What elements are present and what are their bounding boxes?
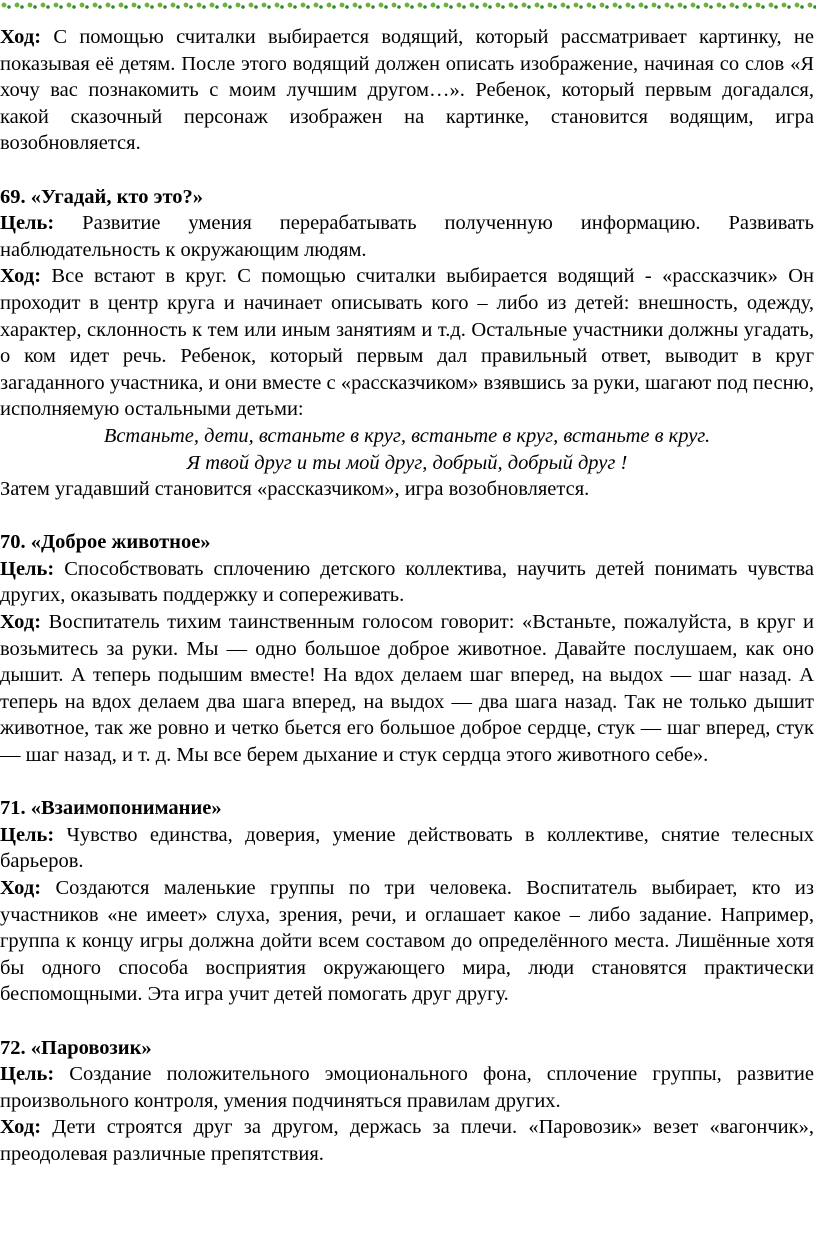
game-70-title: 70. «Доброе животное»: [0, 531, 211, 554]
game-69-goal: Цель: Развитие умения перерабатывать полученную информацию. Развивать наблюдательность к окружающим людям.: [0, 212, 814, 261]
game-72-goal: Цель: Создание положительного эмоционального фона, сплочение группы, развитие произвольного контроля, умения подчиняться правилам других.: [0, 1063, 814, 1112]
game-70-hod: Ход: Воспитатель тихим таинственным голосом говорит: «Встаньте, пожалуйста, в круг и возьмитесь за руки. Мы — одно большое доброе животное. Давайте послушаем, как оно дышит. А теперь подышим вместе! На вдох делаем шаг вперед, на выдох — шаг назад. А теперь на вдох делаем два шага вперед, на выдох — два шага назад. Так не только дышит животное, так же ровно и четко бьется его большое доброе сердце, стук — шаг вперед, стук — шаг назад, и т. д. Мы все берем дыхание и стук сердца этого животного себе».: [0, 611, 814, 767]
hod-text: С помощью считалки выбирается водящий, который рассматривает картинку, не показывая её детям. После этого водящий должен описать изображение, начиная со слов «Я хочу вас познакомить с моим лучшим другом…». Ребенок, который первым догадался, какой сказочный персонаж изображен на картинке, становится водящим, игра возобновляется.: [0, 26, 814, 155]
game-69-title: 69. «Угадай, кто это?»: [0, 185, 203, 208]
decorative-border: [0, 0, 816, 12]
game-69-verse-1: Встаньте, дети, встаньте в круг, встаньте в круг, встаньте в круг.: [103, 424, 711, 447]
game-69-hod: Ход: Все встают в круг. С помощью считалки выбирается водящий - «рассказчик» Он проходит в центр круга и начинает описывать кого – либо из детей: внешность, одежду, характер, склонность к тем или иным занятиям и т.д. Остальные участники должны угадать, о ком идет речь. Ребенок, который первым дал правильный ответ, выводит в круг загаданного участника, и они вместе с «рассказчиком» взявшись за руки, шагают под песню, исполняемую остальными детьми:: [0, 265, 814, 421]
game-71-goal: Цель: Чувство единства, доверия, умение действовать в коллективе, снятие телесных барьеров.: [0, 823, 814, 873]
game-70-goal: Цель: Способствовать сплочению детского коллектива, научить детей понимать чувства других, оказывать поддержку и сопереживать.: [0, 557, 814, 607]
document-page: [0, 24, 814, 1168]
game-72-hod: Ход: Дети строятся друг за другом, держась за плечи. «Паровозик» везет «вагончик», преодолевая различные препятствия.: [0, 1116, 814, 1165]
game-71-title: 71. «Взаимопонимание»: [0, 797, 222, 820]
hod-label: Ход:: [0, 26, 42, 48]
intro-paragraph: [0, 24, 814, 157]
game-71-hod: Ход: Создаются маленькие группы по три человека. Воспитатель выбирает, кто из участников «не имеет» слуха, зрения, речи, и оглашает какое – либо задание. Например, группа к концу игры должна дойти всем составом до определённого места. Лишённые хотя бы одного способа восприятия окружающего мира, люди становятся практически беспомощными. Эта игра учит детей помогать друг другу.: [0, 877, 814, 1006]
game-72-title: 72. «Паровозик»: [0, 1036, 152, 1059]
game-69-verse-2: Я твой друг и ты мой друг, добрый, добрый друг !: [186, 451, 628, 474]
game-69-after: Затем угадавший становится «рассказчиком», игра возобновляется.: [0, 478, 590, 501]
